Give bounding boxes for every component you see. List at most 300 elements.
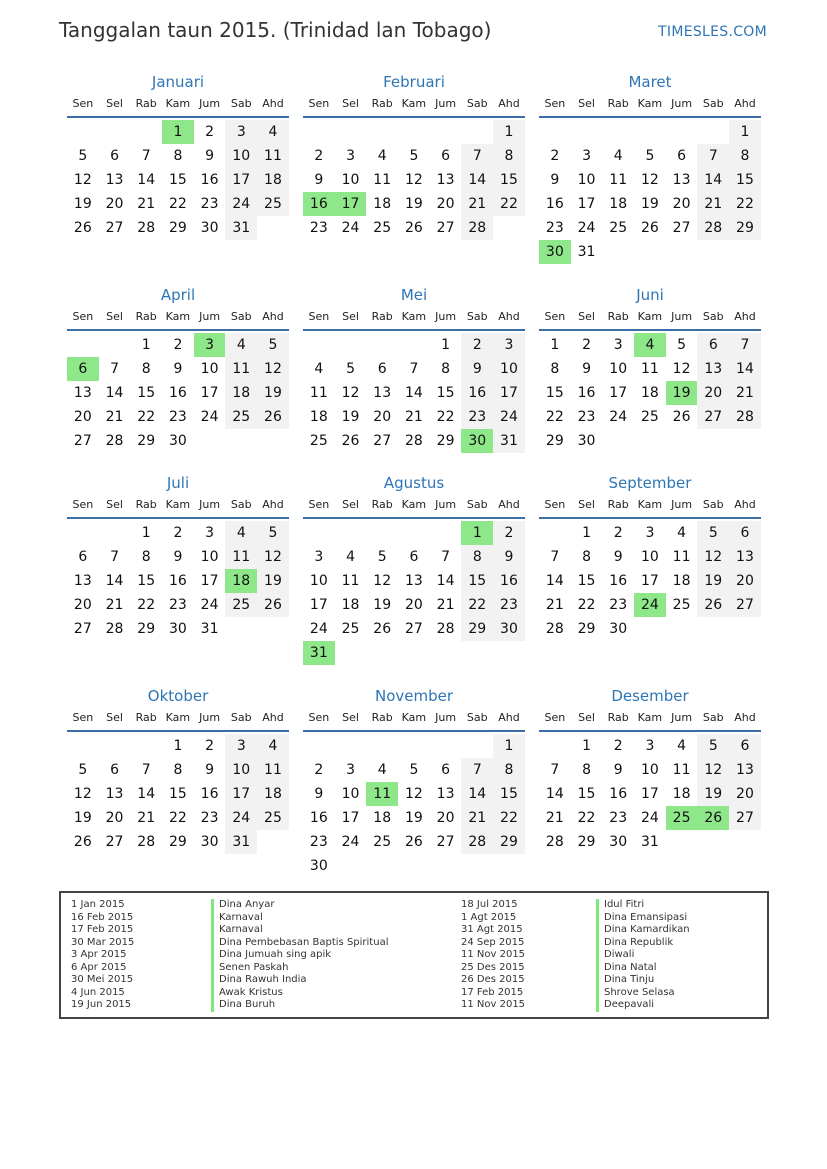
weekday-label: Ahd bbox=[734, 97, 756, 110]
day-cell: 20 bbox=[73, 409, 92, 425]
empty-cell bbox=[430, 521, 462, 545]
day-cell: 12 bbox=[697, 545, 729, 569]
weekday-label: Jum bbox=[435, 498, 457, 511]
day-cell: 23 bbox=[168, 597, 187, 613]
day-cell: 30 bbox=[577, 433, 596, 449]
legend-date: 25 Des 2015 bbox=[461, 961, 525, 973]
day-cell: 12 bbox=[697, 758, 729, 782]
legend-holiday-name: Dina Jumuah sing apik bbox=[211, 949, 388, 962]
day-cell: 4 bbox=[314, 361, 324, 377]
day-cell: 4 bbox=[677, 525, 687, 541]
day-grid bbox=[67, 333, 289, 453]
day-cell: 20 bbox=[105, 196, 124, 212]
empty-cell bbox=[539, 734, 571, 758]
day-grid bbox=[67, 521, 289, 641]
day-cell: 3 bbox=[613, 337, 623, 353]
day-cell: 10 bbox=[493, 357, 525, 381]
day-cell: 28 bbox=[697, 216, 729, 240]
day-cell: 4 bbox=[613, 148, 623, 164]
day-cell: 10 bbox=[200, 549, 219, 565]
day-cell: 13 bbox=[73, 385, 92, 401]
day-cell: 6 bbox=[377, 361, 387, 377]
weekday-label: Kam bbox=[165, 498, 191, 511]
day-cell: 24 bbox=[225, 192, 257, 216]
day-cell: 9 bbox=[205, 762, 215, 778]
weekday-label: Jum bbox=[199, 498, 221, 511]
day-cell: 9 bbox=[205, 148, 215, 164]
day-cell: 10 bbox=[200, 361, 219, 377]
day-cell: 18 bbox=[341, 597, 360, 613]
day-cell: 3 bbox=[645, 738, 655, 754]
day-cell: 23 bbox=[309, 834, 328, 850]
month-september bbox=[539, 471, 761, 641]
day-cell: 19 bbox=[640, 196, 659, 212]
weekday-label: Sel bbox=[106, 711, 123, 724]
day-cell: 7 bbox=[141, 762, 151, 778]
empty-cell bbox=[539, 120, 571, 144]
day-cell: 12 bbox=[404, 172, 423, 188]
day-cell: 9 bbox=[613, 762, 623, 778]
day-cell: 16 bbox=[200, 172, 219, 188]
day-cell: 21 bbox=[137, 196, 156, 212]
day-cell: 22 bbox=[545, 409, 564, 425]
day-cell: 19 bbox=[73, 810, 92, 826]
day-cell: 21 bbox=[461, 806, 493, 830]
empty-cell bbox=[303, 333, 335, 357]
day-cell: 28 bbox=[461, 830, 493, 854]
day-cell: 7 bbox=[409, 361, 419, 377]
empty-cell bbox=[366, 521, 398, 545]
day-cell: 23 bbox=[609, 597, 628, 613]
weekday-label: Sel bbox=[342, 97, 359, 110]
day-cell: 15 bbox=[729, 168, 761, 192]
weekday-label: Rab bbox=[607, 498, 629, 511]
day-cell: 25 bbox=[309, 433, 328, 449]
day-cell: 18 bbox=[373, 196, 392, 212]
empty-cell bbox=[67, 521, 99, 545]
empty-cell bbox=[697, 120, 729, 144]
day-cell: 20 bbox=[404, 597, 423, 613]
day-cell: 12 bbox=[373, 573, 392, 589]
day-cell: 13 bbox=[73, 573, 92, 589]
day-cell: 28 bbox=[137, 834, 156, 850]
day-cell: 21 bbox=[404, 409, 423, 425]
day-cell: 21 bbox=[436, 597, 455, 613]
weekday-label: Kam bbox=[165, 97, 191, 110]
day-cell: 31 bbox=[577, 244, 596, 260]
legend-dates-right bbox=[461, 899, 525, 1012]
day-cell: 16 bbox=[200, 786, 219, 802]
day-cell: 13 bbox=[436, 172, 455, 188]
day-cell: 21 bbox=[697, 192, 729, 216]
day-cell: 8 bbox=[582, 549, 591, 565]
month-januari bbox=[67, 70, 289, 240]
legend-holiday-name: Dina Rawuh India bbox=[211, 974, 388, 987]
weekday-label: Sel bbox=[342, 711, 359, 724]
day-cell: 10 bbox=[640, 762, 659, 778]
day-cell: 4 bbox=[377, 148, 387, 164]
holiday-day-cell: 1 bbox=[162, 120, 194, 144]
day-cell: 29 bbox=[137, 621, 156, 637]
day-cell: 29 bbox=[545, 433, 564, 449]
month-name: Agustus bbox=[383, 474, 445, 492]
weekday-label: Rab bbox=[371, 97, 393, 110]
day-cell: 8 bbox=[173, 762, 183, 778]
holiday-day-cell: 31 bbox=[303, 641, 335, 665]
month-name: April bbox=[160, 286, 196, 304]
weekday-label: Ahd bbox=[498, 310, 520, 323]
weekday-label: Kam bbox=[637, 97, 663, 110]
day-cell: 23 bbox=[200, 810, 219, 826]
weekday-label: Rab bbox=[371, 711, 393, 724]
month-name: Maret bbox=[628, 73, 672, 91]
day-cell: 1 bbox=[493, 734, 525, 758]
legend-date: 6 Apr 2015 bbox=[71, 961, 127, 973]
day-cell: 13 bbox=[697, 357, 729, 381]
brand-link[interactable]: TIMESLES.COM bbox=[658, 24, 767, 40]
month-juni bbox=[539, 283, 761, 453]
day-cell: 29 bbox=[168, 834, 187, 850]
weekday-label: Rab bbox=[371, 498, 393, 511]
weekday-label: Rab bbox=[607, 711, 629, 724]
day-cell: 2 bbox=[582, 337, 591, 353]
day-cell: 27 bbox=[73, 433, 92, 449]
day-cell: 14 bbox=[697, 168, 729, 192]
month-mei bbox=[303, 283, 525, 453]
legend-date: 17 Feb 2015 bbox=[71, 924, 134, 935]
day-cell: 12 bbox=[404, 786, 423, 802]
weekday-label: Sen bbox=[308, 97, 330, 110]
holiday-day-cell: 4 bbox=[634, 333, 666, 357]
day-cell: 25 bbox=[672, 597, 691, 613]
day-cell: 19 bbox=[257, 381, 289, 405]
day-cell: 23 bbox=[200, 196, 219, 212]
day-cell: 27 bbox=[729, 593, 761, 617]
day-cell: 1 bbox=[493, 120, 525, 144]
day-cell: 8 bbox=[141, 361, 151, 377]
day-cell: 16 bbox=[309, 810, 328, 826]
legend-date: 18 Jul 2015 bbox=[461, 899, 518, 910]
legend-holiday-name: Dina Emansipasi bbox=[596, 912, 690, 925]
weekday-label: Sen bbox=[544, 711, 566, 724]
day-cell: 12 bbox=[341, 385, 360, 401]
legend-holiday-name: Dina Anyar bbox=[211, 899, 388, 912]
weekday-label: Jum bbox=[671, 498, 693, 511]
day-cell: 1 bbox=[173, 738, 183, 754]
weekday-label: Sel bbox=[578, 310, 595, 323]
weekday-label: Jum bbox=[435, 310, 457, 323]
day-cell: 15 bbox=[168, 786, 187, 802]
weekday-label: Jum bbox=[435, 97, 457, 110]
empty-cell bbox=[366, 120, 398, 144]
day-cell: 15 bbox=[493, 782, 525, 806]
day-cell: 5 bbox=[409, 762, 419, 778]
day-cell: 21 bbox=[545, 597, 564, 613]
day-cell: 27 bbox=[672, 220, 691, 236]
weekday-label: Sel bbox=[106, 310, 123, 323]
weekday-label: Sab bbox=[230, 498, 252, 511]
day-cell: 20 bbox=[436, 196, 455, 212]
day-cell: 4 bbox=[377, 762, 387, 778]
day-cell: 28 bbox=[404, 433, 423, 449]
day-cell: 30 bbox=[609, 834, 628, 850]
empty-cell bbox=[398, 333, 430, 357]
day-cell: 24 bbox=[493, 405, 525, 429]
holiday-day-cell: 17 bbox=[335, 192, 367, 216]
legend-holiday-name: Dina Pembebasan Baptis Spiritual bbox=[211, 937, 388, 950]
day-cell: 7 bbox=[550, 549, 560, 565]
weekday-label: Sen bbox=[308, 310, 330, 323]
day-cell: 22 bbox=[168, 810, 187, 826]
day-cell: 5 bbox=[257, 333, 289, 357]
day-cell: 8 bbox=[493, 144, 525, 168]
weekday-label: Sel bbox=[342, 498, 359, 511]
day-cell: 31 bbox=[640, 834, 659, 850]
day-cell: 27 bbox=[373, 433, 392, 449]
day-cell: 19 bbox=[697, 569, 729, 593]
day-grid bbox=[539, 120, 761, 264]
day-cell: 11 bbox=[225, 357, 257, 381]
day-cell: 25 bbox=[225, 405, 257, 429]
day-cell: 28 bbox=[105, 621, 124, 637]
day-cell: 10 bbox=[225, 144, 257, 168]
weekday-label: Sab bbox=[702, 498, 724, 511]
weekday-label: Rab bbox=[135, 310, 157, 323]
weekday-header bbox=[67, 495, 289, 519]
weekday-label: Kam bbox=[637, 498, 663, 511]
day-cell: 17 bbox=[640, 573, 659, 589]
day-cell: 22 bbox=[137, 409, 156, 425]
day-cell: 26 bbox=[404, 834, 423, 850]
weekday-label: Kam bbox=[401, 310, 427, 323]
weekday-label: Sab bbox=[230, 310, 252, 323]
day-cell: 18 bbox=[609, 196, 628, 212]
day-cell: 18 bbox=[257, 168, 289, 192]
day-cell: 24 bbox=[640, 810, 659, 826]
day-cell: 3 bbox=[314, 549, 324, 565]
day-cell: 15 bbox=[545, 385, 564, 401]
weekday-label: Ahd bbox=[734, 711, 756, 724]
day-cell: 30 bbox=[200, 834, 219, 850]
day-cell: 11 bbox=[257, 144, 289, 168]
weekday-label: Sen bbox=[72, 711, 94, 724]
day-cell: 1 bbox=[582, 738, 591, 754]
legend-holiday-name: Dina Tinju bbox=[596, 974, 690, 987]
legend-holiday-name: Senen Paskah bbox=[211, 962, 388, 975]
day-cell: 22 bbox=[577, 597, 596, 613]
holiday-day-cell: 24 bbox=[634, 593, 666, 617]
day-cell: 10 bbox=[640, 549, 659, 565]
day-cell: 20 bbox=[73, 597, 92, 613]
legend-date: 19 Jun 2015 bbox=[71, 999, 132, 1010]
weekday-label: Sab bbox=[466, 711, 488, 724]
day-cell: 11 bbox=[309, 385, 328, 401]
day-cell: 2 bbox=[461, 333, 493, 357]
day-cell: 30 bbox=[168, 621, 187, 637]
day-cell: 26 bbox=[257, 405, 289, 429]
weekday-label: Sab bbox=[466, 498, 488, 511]
page-title: Tanggalan taun 2015. (Trinidad lan Tobago) bbox=[59, 18, 492, 42]
day-grid bbox=[303, 333, 525, 453]
weekday-header bbox=[303, 94, 525, 118]
day-cell: 29 bbox=[436, 433, 455, 449]
holiday-day-cell: 30 bbox=[461, 429, 493, 453]
day-cell: 18 bbox=[640, 385, 659, 401]
day-cell: 20 bbox=[373, 409, 392, 425]
day-cell: 7 bbox=[729, 333, 761, 357]
holiday-day-cell: 26 bbox=[697, 806, 729, 830]
day-cell: 2 bbox=[550, 148, 560, 164]
day-cell: 22 bbox=[436, 409, 455, 425]
day-grid bbox=[67, 734, 289, 854]
day-cell: 5 bbox=[377, 549, 387, 565]
day-cell: 24 bbox=[609, 409, 628, 425]
day-cell: 17 bbox=[341, 810, 360, 826]
weekday-label: Kam bbox=[401, 498, 427, 511]
day-cell: 29 bbox=[577, 621, 596, 637]
day-cell: 18 bbox=[672, 573, 691, 589]
day-cell: 24 bbox=[341, 834, 360, 850]
day-cell: 12 bbox=[73, 786, 92, 802]
legend-date: 31 Agt 2015 bbox=[461, 924, 523, 935]
weekday-header bbox=[303, 307, 525, 331]
day-cell: 7 bbox=[441, 549, 451, 565]
day-cell: 30 bbox=[168, 433, 187, 449]
empty-cell bbox=[666, 120, 698, 144]
day-cell: 17 bbox=[609, 385, 628, 401]
day-cell: 23 bbox=[168, 409, 187, 425]
day-cell: 10 bbox=[341, 786, 360, 802]
weekday-header bbox=[539, 307, 761, 331]
day-cell: 10 bbox=[225, 758, 257, 782]
weekday-label: Sel bbox=[578, 711, 595, 724]
day-cell: 2 bbox=[205, 738, 215, 754]
day-cell: 1 bbox=[582, 525, 591, 541]
day-cell: 20 bbox=[436, 810, 455, 826]
day-cell: 30 bbox=[200, 220, 219, 236]
day-cell: 13 bbox=[105, 172, 124, 188]
empty-cell bbox=[335, 521, 367, 545]
day-cell: 14 bbox=[729, 357, 761, 381]
day-cell: 6 bbox=[78, 549, 88, 565]
weekday-header bbox=[67, 94, 289, 118]
day-cell: 5 bbox=[78, 762, 88, 778]
day-cell: 14 bbox=[436, 573, 455, 589]
day-cell: 15 bbox=[461, 569, 493, 593]
day-cell: 12 bbox=[257, 545, 289, 569]
legend-date: 4 Jun 2015 bbox=[71, 986, 125, 998]
day-cell: 4 bbox=[677, 738, 687, 754]
legend-holiday-name: Dina Republik bbox=[596, 937, 690, 950]
weekday-label: Sel bbox=[578, 97, 595, 110]
legend-date: 24 Sep 2015 bbox=[461, 936, 525, 948]
day-cell: 15 bbox=[436, 385, 455, 401]
day-cell: 12 bbox=[672, 361, 691, 377]
legend-holiday-name: Diwali bbox=[596, 949, 690, 962]
weekday-label: Sen bbox=[544, 97, 566, 110]
weekday-label: Rab bbox=[135, 711, 157, 724]
day-cell: 14 bbox=[404, 385, 423, 401]
legend-holiday-name: Karnaval bbox=[211, 912, 388, 925]
day-cell: 9 bbox=[493, 545, 525, 569]
day-cell: 27 bbox=[105, 220, 124, 236]
day-cell: 19 bbox=[404, 810, 423, 826]
day-cell: 31 bbox=[200, 621, 219, 637]
weekday-label: Rab bbox=[135, 97, 157, 110]
day-cell: 24 bbox=[225, 806, 257, 830]
day-cell: 23 bbox=[493, 593, 525, 617]
weekday-label: Kam bbox=[165, 310, 191, 323]
day-cell: 6 bbox=[697, 333, 729, 357]
day-cell: 25 bbox=[257, 806, 289, 830]
legend-date: 30 Mar 2015 bbox=[71, 936, 135, 948]
day-cell: 10 bbox=[609, 361, 628, 377]
day-cell: 3 bbox=[346, 148, 355, 164]
weekday-label: Sab bbox=[230, 711, 252, 724]
weekday-label: Sab bbox=[466, 310, 488, 323]
day-cell: 13 bbox=[105, 786, 124, 802]
empty-cell bbox=[461, 734, 493, 758]
day-cell: 19 bbox=[373, 597, 392, 613]
day-cell: 7 bbox=[141, 148, 151, 164]
day-cell: 11 bbox=[225, 545, 257, 569]
month-name: Juli bbox=[166, 474, 190, 492]
day-cell: 25 bbox=[373, 220, 392, 236]
weekday-label: Jum bbox=[199, 310, 221, 323]
day-cell: 5 bbox=[257, 521, 289, 545]
day-cell: 6 bbox=[729, 734, 761, 758]
weekday-label: Sen bbox=[308, 498, 330, 511]
day-cell: 27 bbox=[105, 834, 124, 850]
day-cell: 11 bbox=[373, 172, 392, 188]
day-cell: 23 bbox=[577, 409, 596, 425]
month-name: Oktober bbox=[147, 687, 209, 705]
empty-cell bbox=[130, 120, 162, 144]
month-name: September bbox=[608, 474, 692, 492]
day-cell: 20 bbox=[697, 381, 729, 405]
day-cell: 6 bbox=[110, 762, 119, 778]
day-cell: 18 bbox=[257, 782, 289, 806]
day-cell: 6 bbox=[441, 762, 451, 778]
day-cell: 28 bbox=[545, 621, 564, 637]
day-cell: 5 bbox=[697, 734, 729, 758]
day-cell: 28 bbox=[461, 216, 493, 240]
weekday-label: Rab bbox=[371, 310, 393, 323]
day-cell: 26 bbox=[404, 220, 423, 236]
day-cell: 21 bbox=[105, 597, 124, 613]
day-cell: 27 bbox=[729, 806, 761, 830]
day-cell: 18 bbox=[672, 786, 691, 802]
weekday-label: Ahd bbox=[262, 310, 284, 323]
weekday-header bbox=[303, 708, 525, 732]
day-cell: 5 bbox=[677, 337, 687, 353]
weekday-label: Ahd bbox=[262, 711, 284, 724]
day-cell: 29 bbox=[168, 220, 187, 236]
day-cell: 2 bbox=[613, 738, 623, 754]
day-cell: 7 bbox=[461, 758, 493, 782]
day-cell: 21 bbox=[545, 810, 564, 826]
month-name: November bbox=[374, 687, 454, 705]
day-grid bbox=[539, 333, 761, 453]
legend-date: 16 Feb 2015 bbox=[71, 911, 134, 923]
day-cell: 25 bbox=[257, 192, 289, 216]
day-cell: 25 bbox=[341, 621, 360, 637]
day-cell: 17 bbox=[200, 573, 219, 589]
day-cell: 15 bbox=[168, 172, 187, 188]
weekday-label: Sen bbox=[72, 97, 94, 110]
day-cell: 31 bbox=[225, 216, 257, 240]
day-cell: 21 bbox=[137, 810, 156, 826]
